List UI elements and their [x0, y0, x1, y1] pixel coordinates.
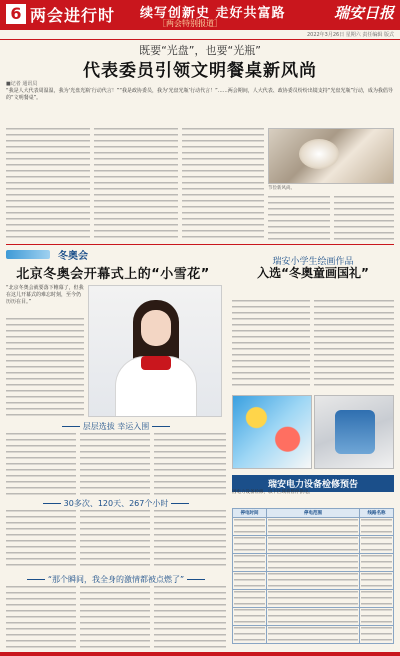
lead-kicker: 既要“光盘”，也要“光瓶” — [139, 44, 261, 57]
masthead-slogan: 续写创新史 走好共富路 — [140, 6, 286, 21]
power-notice-title: 瑞安电力设备检修预告 — [232, 475, 394, 492]
olympics-body-b1 — [6, 510, 76, 570]
lead-byline: ■记者 通讯员 — [6, 81, 38, 87]
table-row — [233, 626, 394, 644]
olympics-sidebar: “北京冬奥会就要落下帷幕了，但我在这儿开幕式的难忘时刻，至今仍历历在目。” — [6, 285, 84, 305]
olympics-subhead-2: 30多次、120天、267个小时 — [6, 498, 226, 509]
table-row — [233, 536, 394, 554]
lead-body-col-2 — [94, 128, 178, 240]
olympics-body-c2 — [80, 586, 150, 648]
masthead — [0, 0, 400, 30]
child-painting-photo — [232, 395, 312, 469]
lead-body-col-1 — [6, 128, 90, 240]
table-row — [233, 590, 394, 608]
olympics-body-a1 — [6, 433, 76, 495]
footer-rule — [0, 652, 400, 656]
page-number: 6 — [6, 4, 26, 24]
table-row — [233, 518, 394, 536]
power-notice-intro: 因电力设备检修，以下区域将暂停供电。 — [232, 490, 313, 495]
painting-headline: 入选“冬奥童画国礼” — [257, 266, 369, 280]
lead-intro: “我是人大代表周温温，我为‘光盘光瓶’行动代言！”“我是政协委员，我为‘光盘光瓶’行动代言！”……两会期间，人大代表、政协委员纷纷出镜支持“光盘光瓶”行动，成为我倡导的“文明餐桌”。 — [6, 88, 393, 101]
olympics-girl-photo — [88, 285, 222, 417]
painting-kicker: 瑞安小学生绘画作品 — [272, 257, 354, 267]
olympics-body-a3 — [154, 433, 226, 495]
paper-logo: 瑞安日报 — [333, 4, 394, 22]
table-row — [233, 608, 394, 626]
section-name: 两会进行时 — [30, 6, 116, 25]
olympics-sidebar-body — [6, 318, 84, 417]
masthead-sub-slogan: ［两会特别报道］ — [158, 19, 222, 28]
meal-photo — [268, 128, 394, 184]
notice-header-line: 线路名称 — [360, 509, 394, 518]
olympics-body-b2 — [80, 510, 150, 570]
lead-body-col-4 — [268, 196, 330, 240]
olympics-body-b3 — [154, 510, 226, 570]
meal-photo-caption: 节俭新风尚。 — [268, 186, 295, 191]
olympics-headline: 北京冬奥会开幕式上的“小雪花” — [16, 267, 210, 282]
lead-headline: 代表委员引领文明餐桌新风尚 — [83, 61, 317, 81]
student-painting-photo — [314, 395, 394, 469]
section-divider — [6, 244, 394, 245]
lead-body-col-3 — [182, 128, 264, 240]
olympics-subhead-1: 层层选拔 幸运入围 — [6, 421, 226, 432]
painting-body-2 — [314, 300, 394, 390]
olympics-body-c1 — [6, 586, 76, 648]
notice-header-time: 停电时间 — [233, 509, 267, 518]
table-row — [233, 554, 394, 572]
painting-body-1 — [232, 300, 310, 390]
notice-header-area: 停电范围 — [267, 509, 360, 518]
olympics-subhead-3: “那个瞬间，我全身的激情都被点燃了” — [6, 574, 226, 585]
power-notice-table — [232, 508, 394, 644]
olympics-body-c3 — [154, 586, 226, 648]
table-row — [233, 572, 394, 590]
date-line: 2022年3月26日 星期六 责任编辑 版式 — [0, 30, 400, 40]
lead-body-col-5 — [334, 196, 394, 240]
olympics-body-a2 — [80, 433, 150, 495]
olympics-banner: 冬奥会 — [6, 247, 226, 261]
